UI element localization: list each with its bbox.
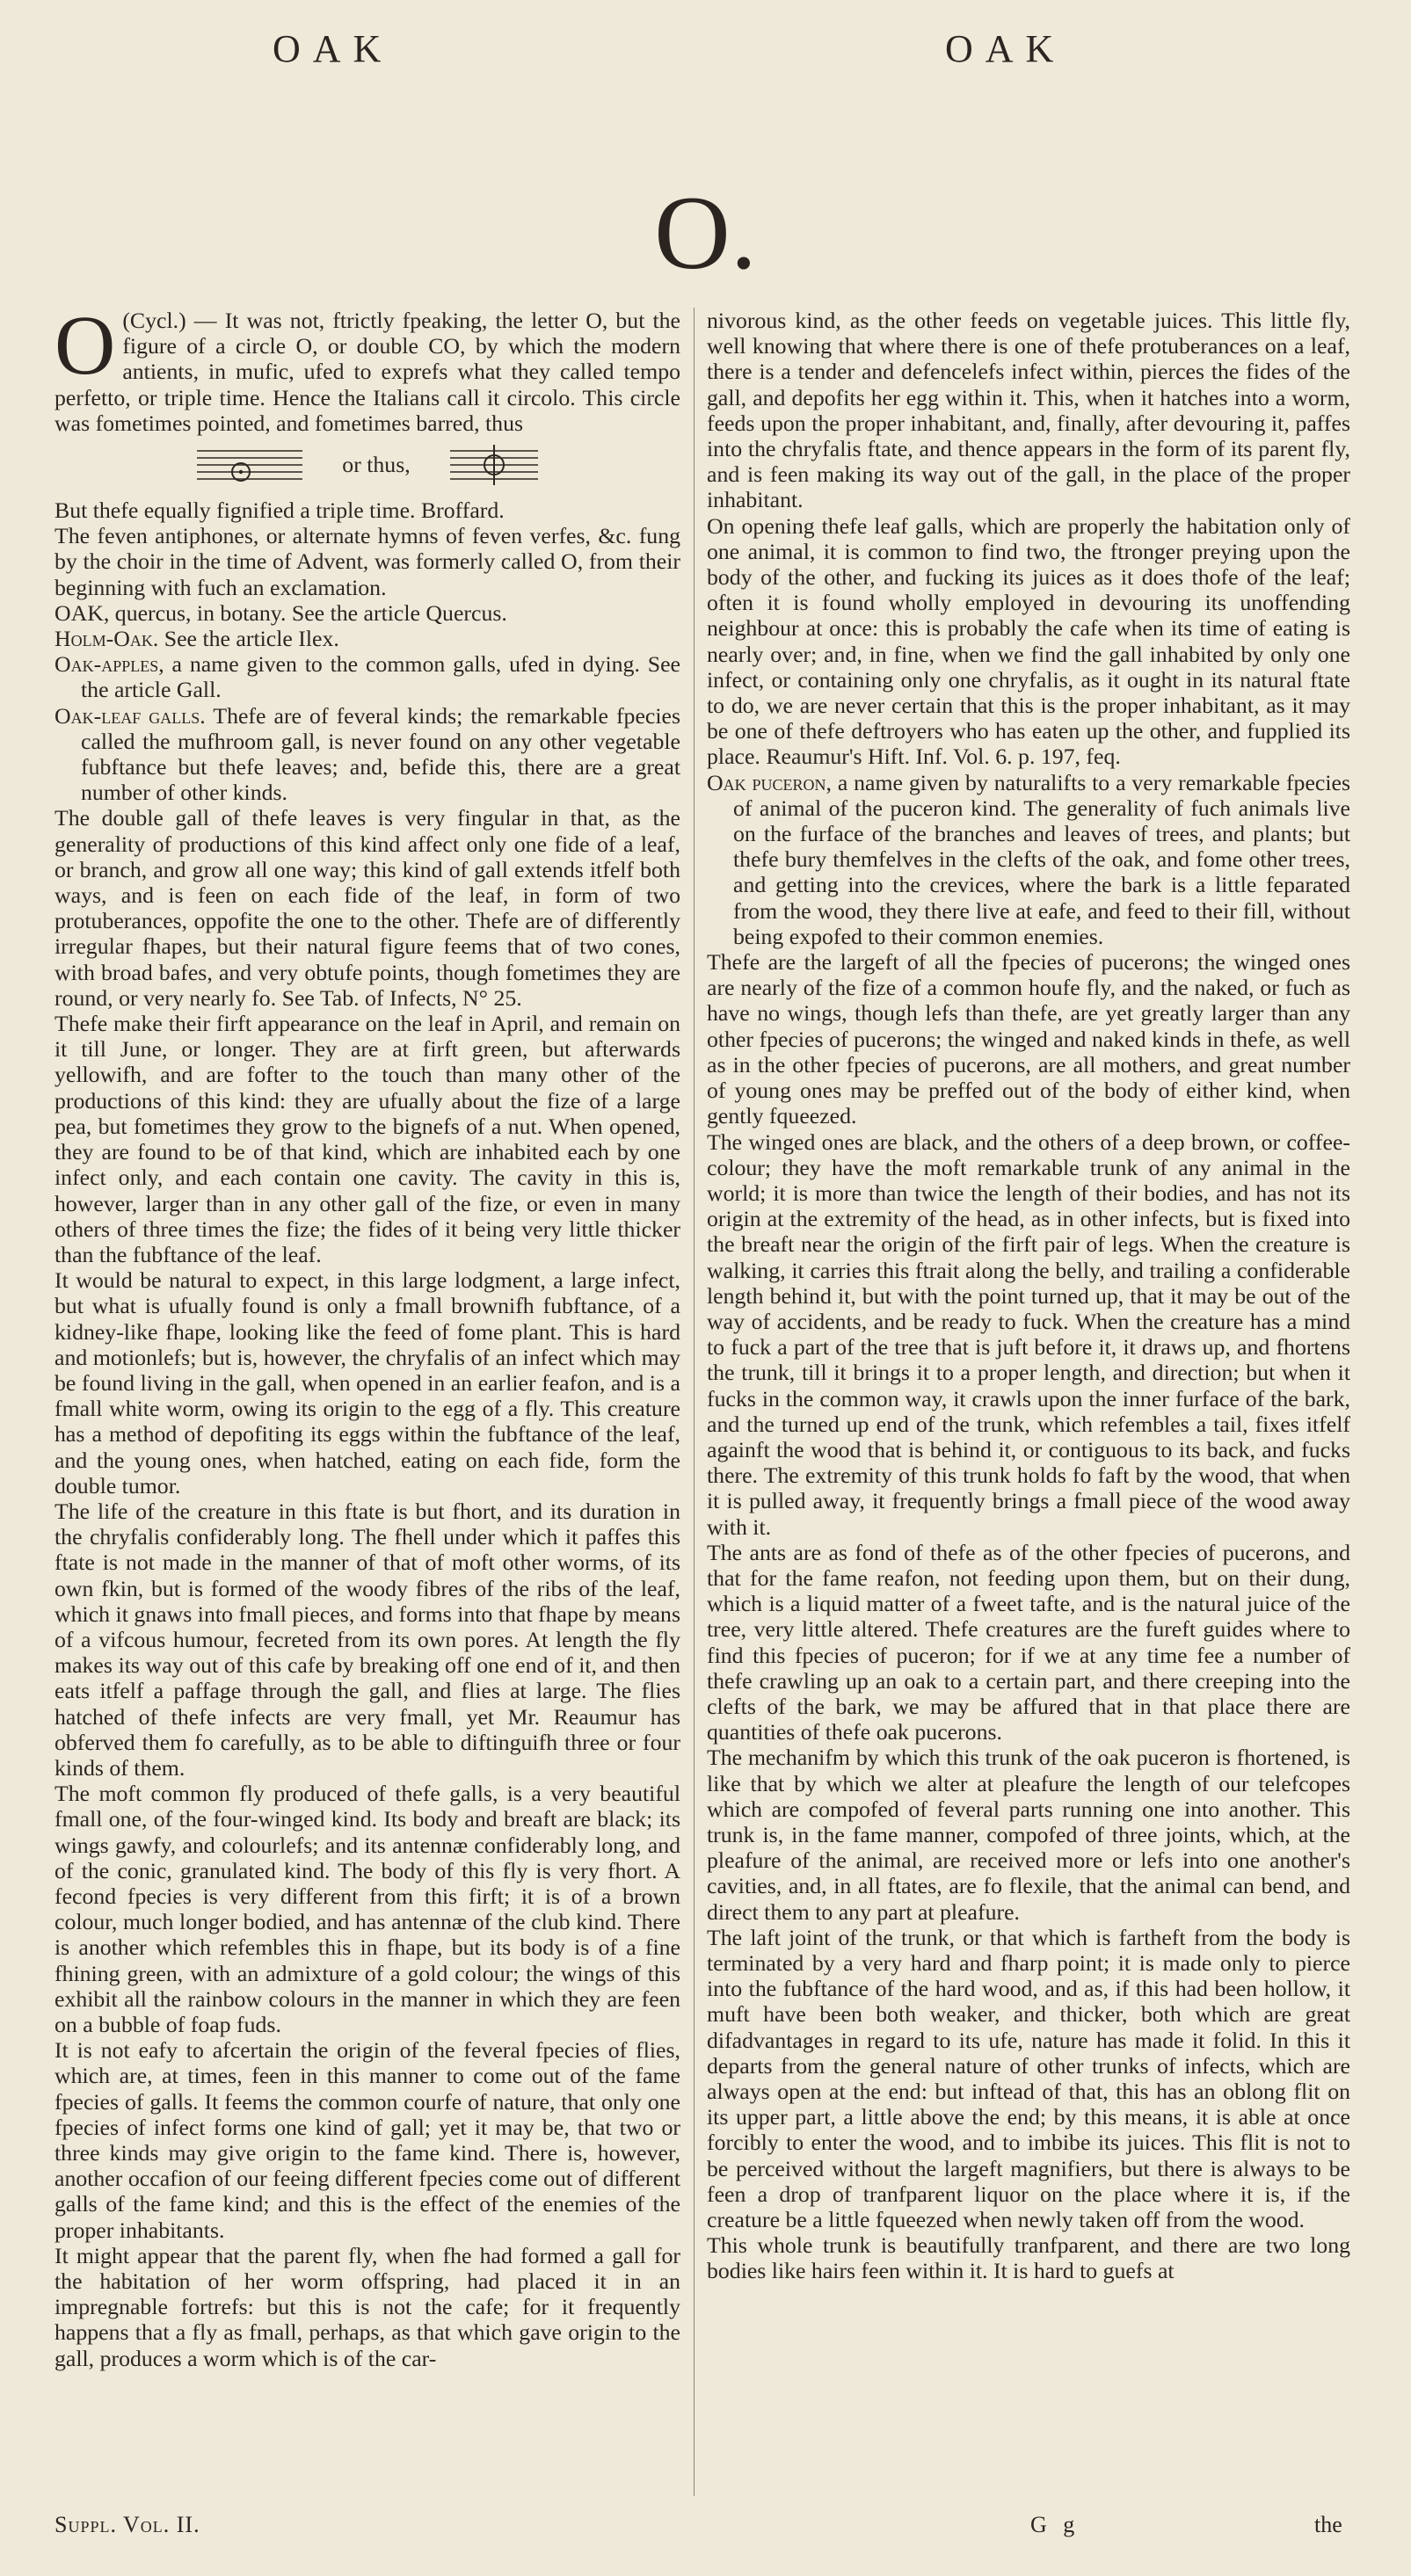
entry-holm-oak [55,626,680,651]
entry-oak-apples [55,651,680,702]
paragraph: The double gall of thefe leaves is very fingular in that, as the generality of productions of this kind affect only one fide of a leaf, or branch, and grow all one way; this kind of gall extends itfelf both ways, and is feen on each fide of the leaf, in form of two protuberances, oppofite the one to the other. Thefe are of differently irregular fhapes, but their natural figure feems that of two cones, with broad bafes, and very obtufe points, though fometimes they are round, or very nearly fo. See Tab. of Infects, N° 25. [55,805,680,1011]
paragraph: Thefe are the largeft of all the fpecies of pucerons; the winged ones are nearly of the fize of a common houfe fly, and the naked, or fuch as have no wings, though lefs than thefe, are yet greatly larger than any other fpecies of pucerons; the winged and naked kinds in thefe, as well as in the other fpecies of pucerons, are all mothers, and great number of young ones may be preffed out of the body of either kind, when gently fqueezed. [707,949,1350,1129]
drop-cap: O [55,308,116,392]
paragraph: The winged ones are black, and the others of a deep brown, or coffee-colour; they have the moft remarkable trunk of any animal in the world; it is more than twice the length of their bodies, and has not its origin at the extremity of the head, as in other infects, but is fixed into the breaft near the origin of the firft pair of legs. When the creature is walking, it carries this ftrait along the belly, and trailing a confiderable length behind it, but with the point turned up, that it may be out of the way of accidents, and be ready to fuck. When the creature has a mind to fuck a part of the tree that is juft before it, it draws up, and fhortens the trunk, till it brings it to a proper length, and direction; but when it fucks in the common way, it crawls upon the inner furface of the bark, and the turned up end of the trunk, which refembles a tail, fixes itfelf againft the wood that is behind it, or contiguous to its back, and fucks there. The extremity of this trunk holds fo faft by the wood, that when it is pulled away, it frequently brings a fmall piece of the wood away with it. [707,1128,1350,1540]
entry-oak-leaf-galls [55,703,680,806]
entry-oak-leaf-galls-text: Thefe are of feveral kinds; the remarkable fpecies called the mufhroom gall, is never found on any other vegetable fubftance but thefe leaves; and, befide this, there are a great number of other kinds. [81,702,680,806]
entry-oak-puceron-text: a name given by naturalifts to a very remarkable fpecies of animal of the puceron kind. The generality of fuch animals live on the furface of the branches and leaves of trees, and plants; but thefe bury themfelves in the clefts of the oak, and fome other trees, and getting into the crevices, where the bark is a little feparated from the wood, they there live at eafe, and feed to their fill, without being expofed to their common enemies. [733,769,1350,949]
volume-footer: Suppl. Vol. II. [55,2512,200,2537]
paragraph: The laft joint of the trunk, or that which is fartheft from the body is terminated by a very hard and fharp point; it is made only to pierce into the fubftance of the hard wood, and as, if this had been hollow, it muft have been both weaker, and thicker, both which are great difadvantages in regard to its ufe, nature has made it folid. In this it departs from the general nature of other trunks of infects, which are always open at the end: but inftead of that, this has an oblong flit on its upper part, a little above the end; by this means, it is able at once forcibly to enter the wood, and to imbibe its juices. This flit is not to be perceived without the largeft magnifiers, but there is always to be feen a drop of tranfparent liquor on the place where it is, if the creature be a little fqueezed when newly taken off from the wood. [707,1924,1350,2233]
paragraph: Thefe make their firft appearance on the leaf in April, and remain on it till June, or longer. They are at firft green, but afterwards yellowifh, and are fofter to the touch than many other of the productions of this kind: they are ufually about the fize of a large pea, but fometimes they grow to the bignefs of a nut. When opened, they are found to be of that kind, which are inhabited each by one infect only, and each contain one cavity. The cavity in this is, however, larger than in any other gall of the fize, or even in many others of three times the fize; the fides of it being very little thicker than the fubftance of the leaf. [55,1011,680,1267]
headword-holm-oak: Holm-Oak. [55,626,159,652]
column-divider [694,308,695,2496]
or-thus-label: or thus, [342,452,411,478]
pointed-circle-figure [193,443,307,487]
paragraph: On opening thefe leaf galls, which are properly the habitation only of one animal, it is common to find two, the ftronger preying upon the body of the other, and fucking its juices as it does thofe of the leaf; often it is found wholly employed in devouring its unoffending neighbour at once: this is probably the cafe when its time of eating is nearly over; and, in fine, when we find the gall inhabited by only one infect, or containing only one chryfalis, as it ought in its natural ftate to do, we are never certain that this is the proper inhabitant, as it may be one of thefe deftroyers who has eaten up the other, and fupplied its place. Reaumur's Hift. Inf. Vol. 6. p. 197, feq. [707,512,1350,770]
running-head-left: OAK [273,27,394,70]
headword-oak-apples: Oak-apples, [55,651,164,678]
paragraph: The mechanifm by which this trunk of the oak puceron is fhortened, is like that by which we alter at pleafure the length of our telefcopes which are compofed of feveral parts running one into another. This trunk is, in the fame manner, compofed of three joints, which, at the pleafure of the animal, are received more or lefs into one another's cavities, and, in all ftates, are fo flexile, that the animal can bend, and direct them to any part at pleafure. [707,1745,1350,1925]
paragraph: The ants are as fond of thefe as of the other fpecies of pucerons, and that for the fame reafon, not feeding upon them, but on their dung, which is a liquid matter of a fweet tafte, and is the natural juice of the tree, very little altered. Thefe creatures are the fureft guides where to find this fpecies of puceron; for if we at any time fee a number of thefe crawling up an oak to a certain part, and there creeping into the clefts of the bark, we may be affured that in that place there are quantities of thefe oak pucerons. [707,1539,1350,1745]
barred-circle-figure [446,443,542,487]
paragraph: It is not eafy to afcertain the origin of the feveral fpecies of flies, which are, at times, feen in this manner to come out of the fame fpecies of galls. It feems the common courfe of nature, that only one fpecies of infect forms one kind of gall; yet it may be, that two or three kinds may give origin to the fame kind. There is, however, another occafion of our feeing different fpecies come out of different galls of the fame kind; and this is the effect of the enemies of the proper inhabitants. [55,2037,680,2243]
entry-o-cont-2: The feven antiphones, or alternate hymns of feven verfes, &c. fung by the choir in the time of Advent, was formerly called O, from their beginning with fuch an exclamation. [55,523,680,600]
entry-oak-text: quercus, in botany. See the article Quercus. [114,599,507,626]
paragraph: nivorous kind, as the other feeds on vegetable juices. This little fly, well knowing that where there is one of thefe protuberances on a leaf, there is a tender and defencelefs infect within, pierces the fides of the gall, and depofits her egg within it. This, when it hatches into a worm, feeds upon the proper inhabitant, and, finally, after devouring it, paffes into the chryfalis ftate, and thence appears in the form of its parent fly, and is feen making its way out of the gall, in the place of the proper inhabitant. [707,308,1350,513]
paragraph: It would be natural to expect, in this large lodgment, a large infect, but what is ufually found is only a fmall brownifh fubftance, of a kidney-like fhape, looking like the feed of fome plant. This is hard and motionlefs; but is, however, the chryfalis of an infect which may be found living in the gall, when opened in an earlier feafon, and is a fmall white worm, owing its origin to the egg of a fly. This creature has a method of depofiting its eggs within the fubftance of the leaf, and the young ones, when hatched, eating on each fide, form the double tumor. [55,1267,680,1498]
headword-oak: OAK, [55,599,110,626]
paragraph: The moft common fly produced of thefe galls, is a very beautiful fmall one, of the four-winged kind. Its body and breaft are black; its wings gawfy, and colourlefs; and its antennæ confiderably long, and of the conic, granulated kind. The body of this fly is very fhort. A fecond fpecies is very different from this firft; it is of a brown colour, much longer bodied, and has antennæ of the club kind. There is another which refembles this in fhape, but its body is of a fine fhining green, with an admixture of a gold colour; the wings of this exhibit all the rainbow colours in the manner in which they are feen on a bubble of foap fuds. [55,1781,680,2037]
entry-oak [55,600,680,626]
entry-oak-puceron [707,770,1350,949]
headword-oak-puceron: Oak puceron, [707,769,832,795]
left-column [55,308,680,2509]
signature-mark: G g [1030,2512,1080,2537]
time-signature-figures [55,441,680,489]
section-letter: O. [654,174,757,291]
running-head-right: OAK [945,27,1066,70]
entry-o-cont-1: But thefe equally fignified a triple time. Broffard. [55,497,505,524]
catchword: the [1314,2512,1342,2537]
paragraph: This whole trunk is beautifully tranfparent, and there are two long bodies like hairs feen within it. It is hard to guefs at [707,2232,1350,2284]
entry-oak-apples-text: a name given to the common galls, ufed in dying. See the article Gall. [81,651,680,703]
entry-o [55,308,680,436]
entry-o-text: (Cycl.) — It was not, ftrictly fpeaking, the letter O, but the figure of a circle O, or double CO, by which the modern antients, in mufic, ufed to exprefs what they called tempo perfetto, or triple time. Hence the Italians call it circolo. This circle was fometimes pointed, and fometimes barred, thus [55,308,680,436]
right-column [707,308,1350,2509]
headword-oak-leaf-galls: Oak-leaf galls. [55,702,206,729]
paragraph: The life of the creature in this ftate is but fhort, and its duration in the chryfalis confiderably long. The fhell under which it paffes this ftate is not made in the manner of that of moft other worms, of its own fkin, but is formed of the woody fibres of the ribs of the leaf, which it gnaws into fmall pieces, and forms into that fhape by means of a vifcous humour, fecreted from its own pores. At length the fly makes its way out of this cafe by breaking off one end of it, and then eats itfelf a paffage through the gall, and flies at large. The flies hatched of thefe infects are very fmall, yet Mr. Reaumur has obferved them fo carefully, as to be able to diftinguifh three or four kinds of them. [55,1498,680,1781]
entry-holm-oak-text: See the article Ilex. [164,626,339,652]
paragraph: It might appear that the parent fly, when fhe had formed a gall for the habitation of her worm offspring, had placed it in an impregnable fortrefs: but this is not the cafe; for it frequently happens that a fly as fmall, perhaps, as that which gave origin to the gall, produces a worm which is of the car- [55,2242,680,2371]
